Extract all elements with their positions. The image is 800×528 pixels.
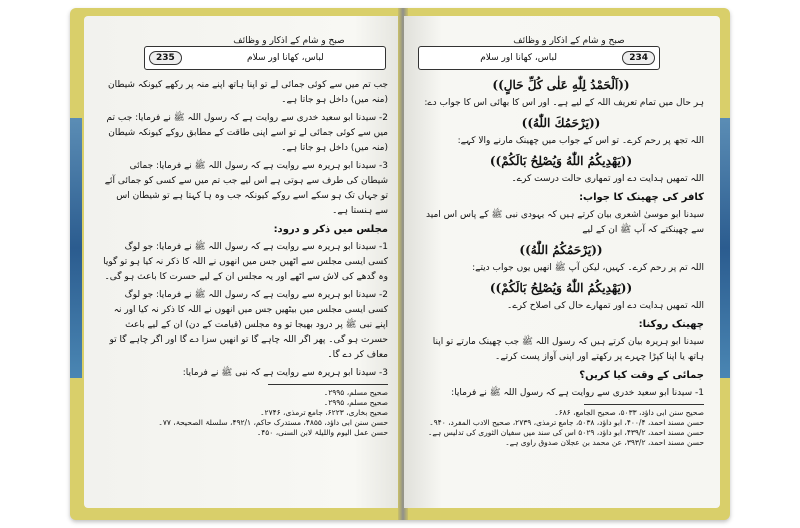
footnote: حسن مسند احمد، ۴۰۰/۴، ابو داؤد، ۵۰۳۸، جامع ترمذی، ۲۷۳۹، صحیح الادب المفرد، ۹۴۰۔ xyxy=(429,418,704,427)
arabic-dua: ((يَرْحَمُكَ اللّٰهُ)) xyxy=(521,116,601,130)
paragraph: اللہ تمھیں ہدایت دے اور تمھارے حال کی اصلاح کرے۔ xyxy=(507,301,704,311)
paragraph: سیدنا ابو موسیٰ اشعری بیان کرتے ہیں کہ یہودی نبی ﷺ کے پاس اس امید سے چھینکتے کہ آپ ﷺ ان کے لیے xyxy=(426,210,704,235)
footnote: صحیح بخاری، ۶۲۲۳، جامع ترمذی، ۲۷۴۶۔ xyxy=(260,408,388,417)
open-book xyxy=(70,8,730,520)
arabic-dua: ((يَهْدِيكُمُ اللّٰهُ وَيُصْلِحُ بَالَكُمْ)) xyxy=(489,281,633,295)
footnote: حسن مسند احمد، ۴۳۹/۲، ابو داؤد، ۵۰۲۹ اس کی سند میں سفیان الثوری کی تدلیس ہے۔ xyxy=(428,428,704,437)
paragraph: 3- سیدنا ابو ہریرہ سے روایت ہے کہ نبی ﷺ نے فرمایا: xyxy=(182,368,388,378)
paragraph: اللہ تمھیں ہدایت دے اور تمھاری حالت درست کرے۔ xyxy=(511,174,704,184)
arabic-dua: ((يَرْحَمُكُمُ اللّٰهُ)) xyxy=(519,243,603,257)
section-heading: کافر کی چھینک کا جواب: xyxy=(579,192,704,203)
right-page-header xyxy=(418,46,660,70)
right-page-number: 234 xyxy=(622,51,655,65)
left-page-ornament: صبح و شام کے اذکار و وظائف xyxy=(233,36,345,46)
footnote: صحیح مسلم، ۲۹۹۵۔ xyxy=(323,398,388,407)
paragraph: اللہ تم پر رحم کرے۔ کہیں، لیکن آپ ﷺ انھیں یوں جواب دیتے: xyxy=(472,263,704,273)
paragraph: 3- سیدنا ابو ہریرہ سے روایت ہے کہ رسول اللہ ﷺ نے فرمایا: جمائی شیطان کی طرف سے ہوتی ہے اس لیے جب تم میں سے کسی کو جمائی آئے تو جہاں تک ہو سکے اسے روکے کیونکہ جب وہ ہا کہتا ہے تو شیطان اس سے ہنستا ہے۔ xyxy=(104,161,388,216)
left-page-number: 235 xyxy=(149,51,182,65)
paragraph: 1- سیدنا ابو سعید خدری سے روایت ہے کہ رسول اللہ ﷺ نے فرمایا: xyxy=(451,388,704,398)
section-heading: مجلس میں ذکر و درود: xyxy=(273,224,388,235)
arabic-dua: ((يَهْدِيكُمُ اللّٰهُ وَيُصْلِحُ بَالَكُمْ)) xyxy=(489,154,633,168)
left-page-body xyxy=(102,78,388,438)
paragraph: اللہ تجھ پر رحم کرے۔ تو اس کے جواب میں چھینک مارنے والا کہے: xyxy=(457,136,704,146)
footnote: صحیح مسلم، ۲۹۹۵۔ xyxy=(323,388,388,397)
paragraph: 2- سیدنا ابو ہریرہ سے روایت ہے کہ رسول اللہ ﷺ نے فرمایا: جو لوگ کسی ایسی مجلس میں بیٹھیں جس میں انھوں نے اللہ کا ذکر نہ کیا اور نہ اپنے نبی ﷺ پر درود بھیجا تو وہ مجلس (قیامت کے دن) ان کے لیے باعث حسرت ہو گی۔ پھر اگر اللہ چاہے گا تو انھیں سزا دے گا اور اگر چاہے گا تو معاف کر دے گا۔ xyxy=(109,290,388,360)
right-page-header-title: لباس، کھانا اور سلام xyxy=(480,53,557,63)
footnote: حسن سنن ابی داؤد، ۴۸۵۵، مستدرک حاکم، ۴۹۲/۱، سلسلۃ الصحیحۃ، ۷۷۔ xyxy=(158,418,388,427)
paragraph: جب تم میں سے کوئی جمائی لے تو اپنا ہاتھ اپنے منہ پر رکھے کیونکہ شیطان (منہ میں) داخل ہو جاتا ہے۔ xyxy=(107,80,388,105)
footnote-divider xyxy=(268,384,388,385)
right-page-body xyxy=(418,74,704,448)
section-heading: چھینک روکنا: xyxy=(638,319,704,330)
left-page xyxy=(84,16,402,508)
paragraph: ہر حال میں تمام تعریف اللہ کے لیے ہے۔ اور اس کا بھائی اس کا جواب دے: xyxy=(424,98,704,108)
left-page-header-title: لباس، کھانا اور سلام xyxy=(247,53,324,63)
right-page-ornament: صبح و شام کے اذکار و وظائف xyxy=(513,36,625,46)
page-edge-left xyxy=(70,118,82,378)
paragraph: 2- سیدنا ابو سعید خدری سے روایت ہے کہ رسول اللہ ﷺ نے فرمایا: جب تم میں سے کوئی جمائی لے تو اسے اپنی طاقت کے مطابق روکے کیونکہ شیطان (منہ میں) داخل ہو جاتا ہے۔ xyxy=(106,113,388,153)
section-heading: جمائی کے وقت کیا کریں؟ xyxy=(579,370,704,381)
paragraph: سیدنا ابو ہریرہ بیان کرتے ہیں کہ رسول اللہ ﷺ جب چھینک مارتے تو اپنا ہاتھ یا اپنا کپڑا چہرے پر رکھتے اور اپنی آواز پست کرتے۔ xyxy=(432,337,704,362)
left-page-header xyxy=(144,46,386,70)
arabic-dua: ((اَلْحَمْدُ لِلّٰهِ عَلٰى كُلِّ حَالٍ)) xyxy=(492,78,630,92)
paragraph: 1- سیدنا ابو ہریرہ سے روایت ہے کہ رسول اللہ ﷺ نے فرمایا: جو لوگ کسی ایسی مجلس سے اٹھیں جس میں انھوں نے اللہ کا ذکر نہ کیا ہو تو گویا وہ گدھے کی لاش سے اٹھے اور یہ مجلس ان کے لیے حسرت کا باعث ہو گی۔ xyxy=(103,242,388,282)
right-page xyxy=(404,16,720,508)
footnote-divider xyxy=(584,404,704,405)
footnote: حسن مسند احمد، ۳۹۳/۲، عن محمد بن عجلان صدوق راوی ہے۔ xyxy=(505,438,704,447)
footnote: صحیح سنن ابی داؤد، ۵۰۳۳، صحیح الجامع، ۶۸۶۔ xyxy=(554,408,704,417)
footnote: حسن عمل الیوم واللیلۃ لابن السنی، ۴۵۰۔ xyxy=(256,428,388,437)
